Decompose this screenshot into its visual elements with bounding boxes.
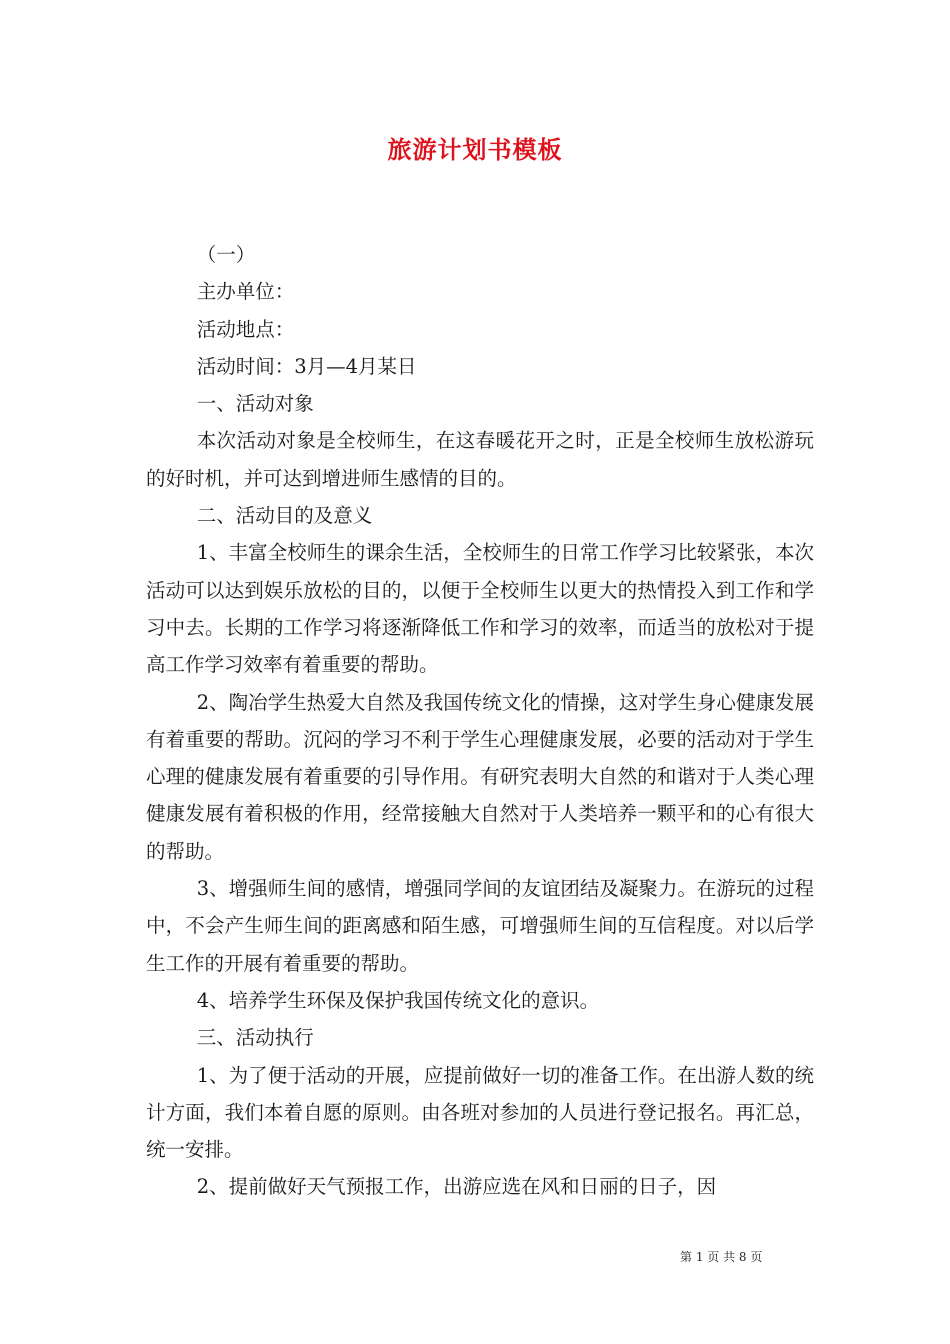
paragraph: 本次活动对象是全校师生，在这春暖花开之时，正是全校师生放松游玩的好时机，并可达到增进师生感情的目的。 bbox=[146, 429, 814, 490]
paragraph: 4、培养学生环保及保护我国传统文化的意识。 bbox=[196, 988, 600, 1012]
paragraph: 3、增强师生间的感情，增强同学间的友谊团结及凝聚力。在游玩的过程中，不会产生师生间的距离感和陌生感，可增强师生间的互信程度。对以后学生工作的开展有着重要的帮助。 bbox=[146, 877, 814, 975]
paragraph: 1、为了便于活动的开展，应提前做好一切的准备工作。在出游人数的统计方面，我们本着自愿的原则。由各班对参加的人员进行登记报名。再汇总，统一安排。 bbox=[146, 1063, 814, 1162]
section-heading: 二、活动目的及意义 bbox=[196, 504, 373, 528]
paragraph: 2、陶冶学生热爱大自然及我国传统文化的情操，这对学生身心健康发展有着重要的帮助。沉闷的学习不利于学生心理健康发展，必要的活动对于学生心理的健康发展有着重要的引导作用。有研究表明大自然的和谐对于人类心理健康发展有着积极的作用，经常接触大自然对于人类培养一颗平和的心有很大的帮助。 bbox=[146, 690, 814, 863]
document-title: 旅游计划书模板 bbox=[387, 135, 563, 164]
paragraph: 主办单位： bbox=[196, 280, 295, 304]
document-body bbox=[146, 236, 814, 1206]
section-heading: 一、活动对象 bbox=[196, 392, 314, 416]
paragraph: 活动地点： bbox=[196, 317, 295, 341]
paragraph: 活动时间：3月—4月某日 bbox=[196, 354, 417, 378]
paragraph: 2、提前做好天气预报工作，出游应选在风和日丽的日子，因 bbox=[196, 1175, 717, 1199]
page-number: 第 1 页 共 8 页 bbox=[680, 1250, 763, 1264]
paragraph: （一） bbox=[196, 243, 256, 266]
paragraph: 1、丰富全校师生的课余生活，全校师生的日常工作学习比较紧张，本次活动可以达到娱乐放松的目的，以便于全校师生以更大的热情投入到工作和学习中去。长期的工作学习将逐渐降低工作和学习的效率，而适当的放松对于提高工作学习效率有着重要的帮助。 bbox=[146, 541, 814, 677]
section-heading: 三、活动执行 bbox=[196, 1026, 314, 1050]
